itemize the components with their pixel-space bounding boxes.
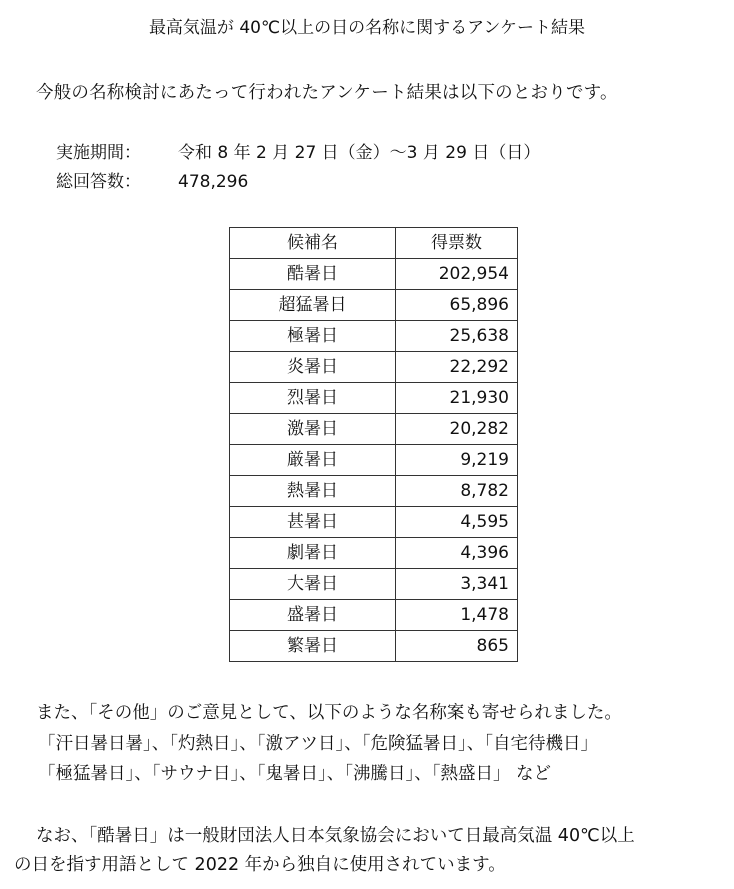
candidate-name: 繁暑日 xyxy=(230,631,396,662)
table-row xyxy=(230,507,518,538)
vote-count: 4,396 xyxy=(396,538,518,569)
table-header-row xyxy=(230,228,518,259)
column-header-candidate: 候補名 xyxy=(230,228,396,259)
candidate-name: 劇暑日 xyxy=(230,538,396,569)
vote-count: 21,930 xyxy=(396,383,518,414)
vote-count: 65,896 xyxy=(396,290,518,321)
table-row xyxy=(230,383,518,414)
candidate-name: 甚暑日 xyxy=(230,507,396,538)
vote-count: 9,219 xyxy=(396,445,518,476)
table-row xyxy=(230,631,518,662)
candidate-name: 厳暑日 xyxy=(230,445,396,476)
table-body xyxy=(230,259,518,662)
total-responses-label: 総回答数： xyxy=(56,172,141,192)
table-row xyxy=(230,414,518,445)
period-label: 実施期間： xyxy=(56,143,141,163)
candidate-name: 極暑日 xyxy=(230,321,396,352)
intro-text: 今般の名称検討にあたって行われたアンケート結果は以下のとおりです。 xyxy=(36,83,618,103)
page-title: 最高気温が 40℃以上の日の名称に関するアンケート結果 xyxy=(148,18,586,38)
table-row xyxy=(230,569,518,600)
other-suggestions-line-1: 「汗日暑日暑」、「灼熱日」、「激アツ日」、「危険猛暑日」、「自宅待機日」 xyxy=(38,734,598,754)
table-row xyxy=(230,538,518,569)
table-row xyxy=(230,445,518,476)
table-row xyxy=(230,476,518,507)
vote-count: 8,782 xyxy=(396,476,518,507)
total-responses-value: 478,296 xyxy=(178,172,249,192)
period-value: 令和 8 年 2 月 27 日（金）～3 月 29 日（日） xyxy=(178,143,541,163)
candidate-name: 盛暑日 xyxy=(230,600,396,631)
candidate-name: 熱暑日 xyxy=(230,476,396,507)
vote-count: 202,954 xyxy=(396,259,518,290)
table-row xyxy=(230,259,518,290)
table-row xyxy=(230,600,518,631)
vote-count: 865 xyxy=(396,631,518,662)
other-suggestions-intro: また、「その他」のご意見として、以下のような名称案も寄せられました。 xyxy=(36,703,622,723)
vote-count: 3,341 xyxy=(396,569,518,600)
column-header-votes: 得票数 xyxy=(396,228,518,259)
candidate-name: 酷暑日 xyxy=(230,259,396,290)
vote-count: 22,292 xyxy=(396,352,518,383)
candidate-name: 超猛暑日 xyxy=(230,290,396,321)
note-line-1: なお、「酷暑日」は一般財団法人日本気象協会において日最高気温 40℃以上 xyxy=(36,826,635,846)
vote-count: 1,478 xyxy=(396,600,518,631)
vote-results-table xyxy=(229,227,518,662)
vote-count: 20,282 xyxy=(396,414,518,445)
candidate-name: 大暑日 xyxy=(230,569,396,600)
table-row xyxy=(230,352,518,383)
candidate-name: 烈暑日 xyxy=(230,383,396,414)
table-row xyxy=(230,321,518,352)
vote-count: 4,595 xyxy=(396,507,518,538)
candidate-name: 激暑日 xyxy=(230,414,396,445)
candidate-name: 炎暑日 xyxy=(230,352,396,383)
table-row xyxy=(230,290,518,321)
note-line-2: の日を指す用語として 2022 年から独自に使用されています。 xyxy=(14,855,506,875)
vote-count: 25,638 xyxy=(396,321,518,352)
other-suggestions-line-2: 「極猛暑日」、「サウナ日」、「鬼暑日」、「沸騰日」、「熱盛日」 など xyxy=(38,764,552,784)
